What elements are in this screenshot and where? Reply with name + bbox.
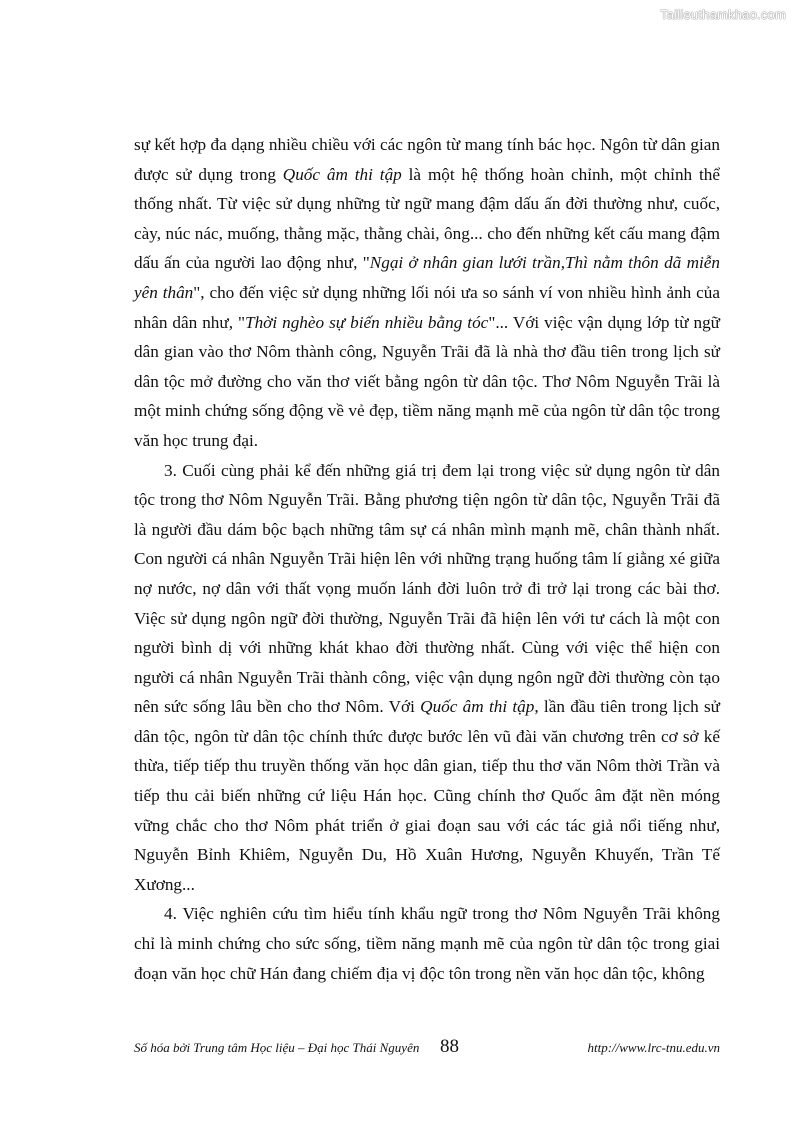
page-footer [134,1036,720,1066]
p2-text-1: 3. Cuối cùng phải kể đến những giá trị đem lại trong việc sử dụng ngôn từ dân tộc trong thơ Nôm Nguyễn Trãi. Bằng phương tiện ngôn từ dân tộc, Nguyễn Trãi đã là người đầu dám bộc bạch những tâm sự cá nhân mình mạnh mẽ, chân thành nhất. Con người cá nhân Nguyễn Trãi hiện lên với những trạng huống tâm lí giằng xé giữa nợ nước, nợ dân với thất vọng muốn lánh đời luôn trở đi trở lại trong các bài thơ. Việc sử dụng ngôn ngữ đời thường, Nguyễn Trãi đã hiện lên với tư cách là một con người bình dị với những khát khao đời thường nhất. Cùng với việc thể hiện con người cá nhân Nguyễn Trãi thành công, việc vận dụng ngôn ngữ đời thường còn tạo nên sức sống lâu bền cho thơ Nôm. Với [134,460,720,717]
p1-text-4: "... Với việc vận dụng lớp từ ngữ dân gian vào thơ Nôm thành công, Nguyễn Trãi đã là nhà thơ đầu tiên trong lịch sử dân tộc mở đường cho văn thơ viết bằng ngôn từ dân tộc. Thơ Nôm Nguyễn Trãi là một minh chứng sống động về vẻ đẹp, tiềm năng mạnh mẽ của ngôn từ dân tộc trong văn học trung đại. [134,312,720,450]
paragraph-3 [134,899,720,988]
p1-text-2: là một hệ thống hoàn chỉnh, một chỉnh thể thống nhất. Từ việc sử dụng những từ ngữ mang đậm dấu ấn đời thường như, cuốc, cày, núc nác, muống, thằng mặc, thằng chài, ông... cho đến những kết cấu mang đậm dấu ấn của người lao động như, " [134,164,721,273]
p2-text-2: , lần đầu tiên trong lịch sử dân tộc, ngôn từ dân tộc chính thức được bước lên vũ đài văn chương trên cơ sở kế thừa, tiếp tiếp thu truyền thống văn học dân gian, tiếp thu thơ văn Nôm thời Trần và tiếp thu cải biến những cứ liệu Hán học. Cũng chính thơ Quốc âm đặt nền móng vững chắc cho thơ Nôm phát triển ở giai đoạn sau với các tác giả nổi tiếng như, Nguyễn Bỉnh Khiêm, Nguyễn Du, Hồ Xuân Hương, Nguyễn Khuyến, Trần Tế Xương... [134,697,720,894]
p1-text-1: sự kết hợp đa dạng nhiều chiều với các ngôn từ mang tính bác học. Ngôn từ dân gian được sử dụng trong [134,135,720,184]
p1-italic-title: Quốc âm thi tập [282,164,402,184]
p3-text-1: 4. Việc nghiên cứu tìm hiểu tính khẩu ngữ trong thơ Nôm Nguyễn Trãi không chỉ là minh chứng cho sức sống, tiềm năng mạnh mẽ của ngôn từ dân tộc trong giai đoạn văn học chữ Hán đang chiếm địa vị độc tôn trong nền văn học dân tộc, không [134,904,720,983]
p1-italic-quote-2: Thời nghèo sự biến nhiều bằng tóc [245,312,489,332]
paragraph-1 [134,130,720,456]
page-number: 88 [440,1036,459,1057]
watermark: Tailieuthamkhao.com [660,7,786,22]
page-body [134,130,720,988]
p1-italic-quote-1: Ngại ở nhân gian lưới trần,Thì nằm thôn dã miễn yên thân [134,253,720,302]
p1-text-3: ", cho đến việc sử dụng những lối nói ưa so sánh ví von nhiều hình ảnh của nhân dân như, " [134,282,720,332]
footer-url: http://www.lrc-tnu.edu.vn [587,1040,720,1055]
p2-italic-title: Quốc âm thi tập [420,697,535,717]
paragraph-2 [134,456,720,900]
footer-digitized-by: Số hóa bởi Trung tâm Học liệu – Đại học Thái Nguyên [134,1040,420,1055]
